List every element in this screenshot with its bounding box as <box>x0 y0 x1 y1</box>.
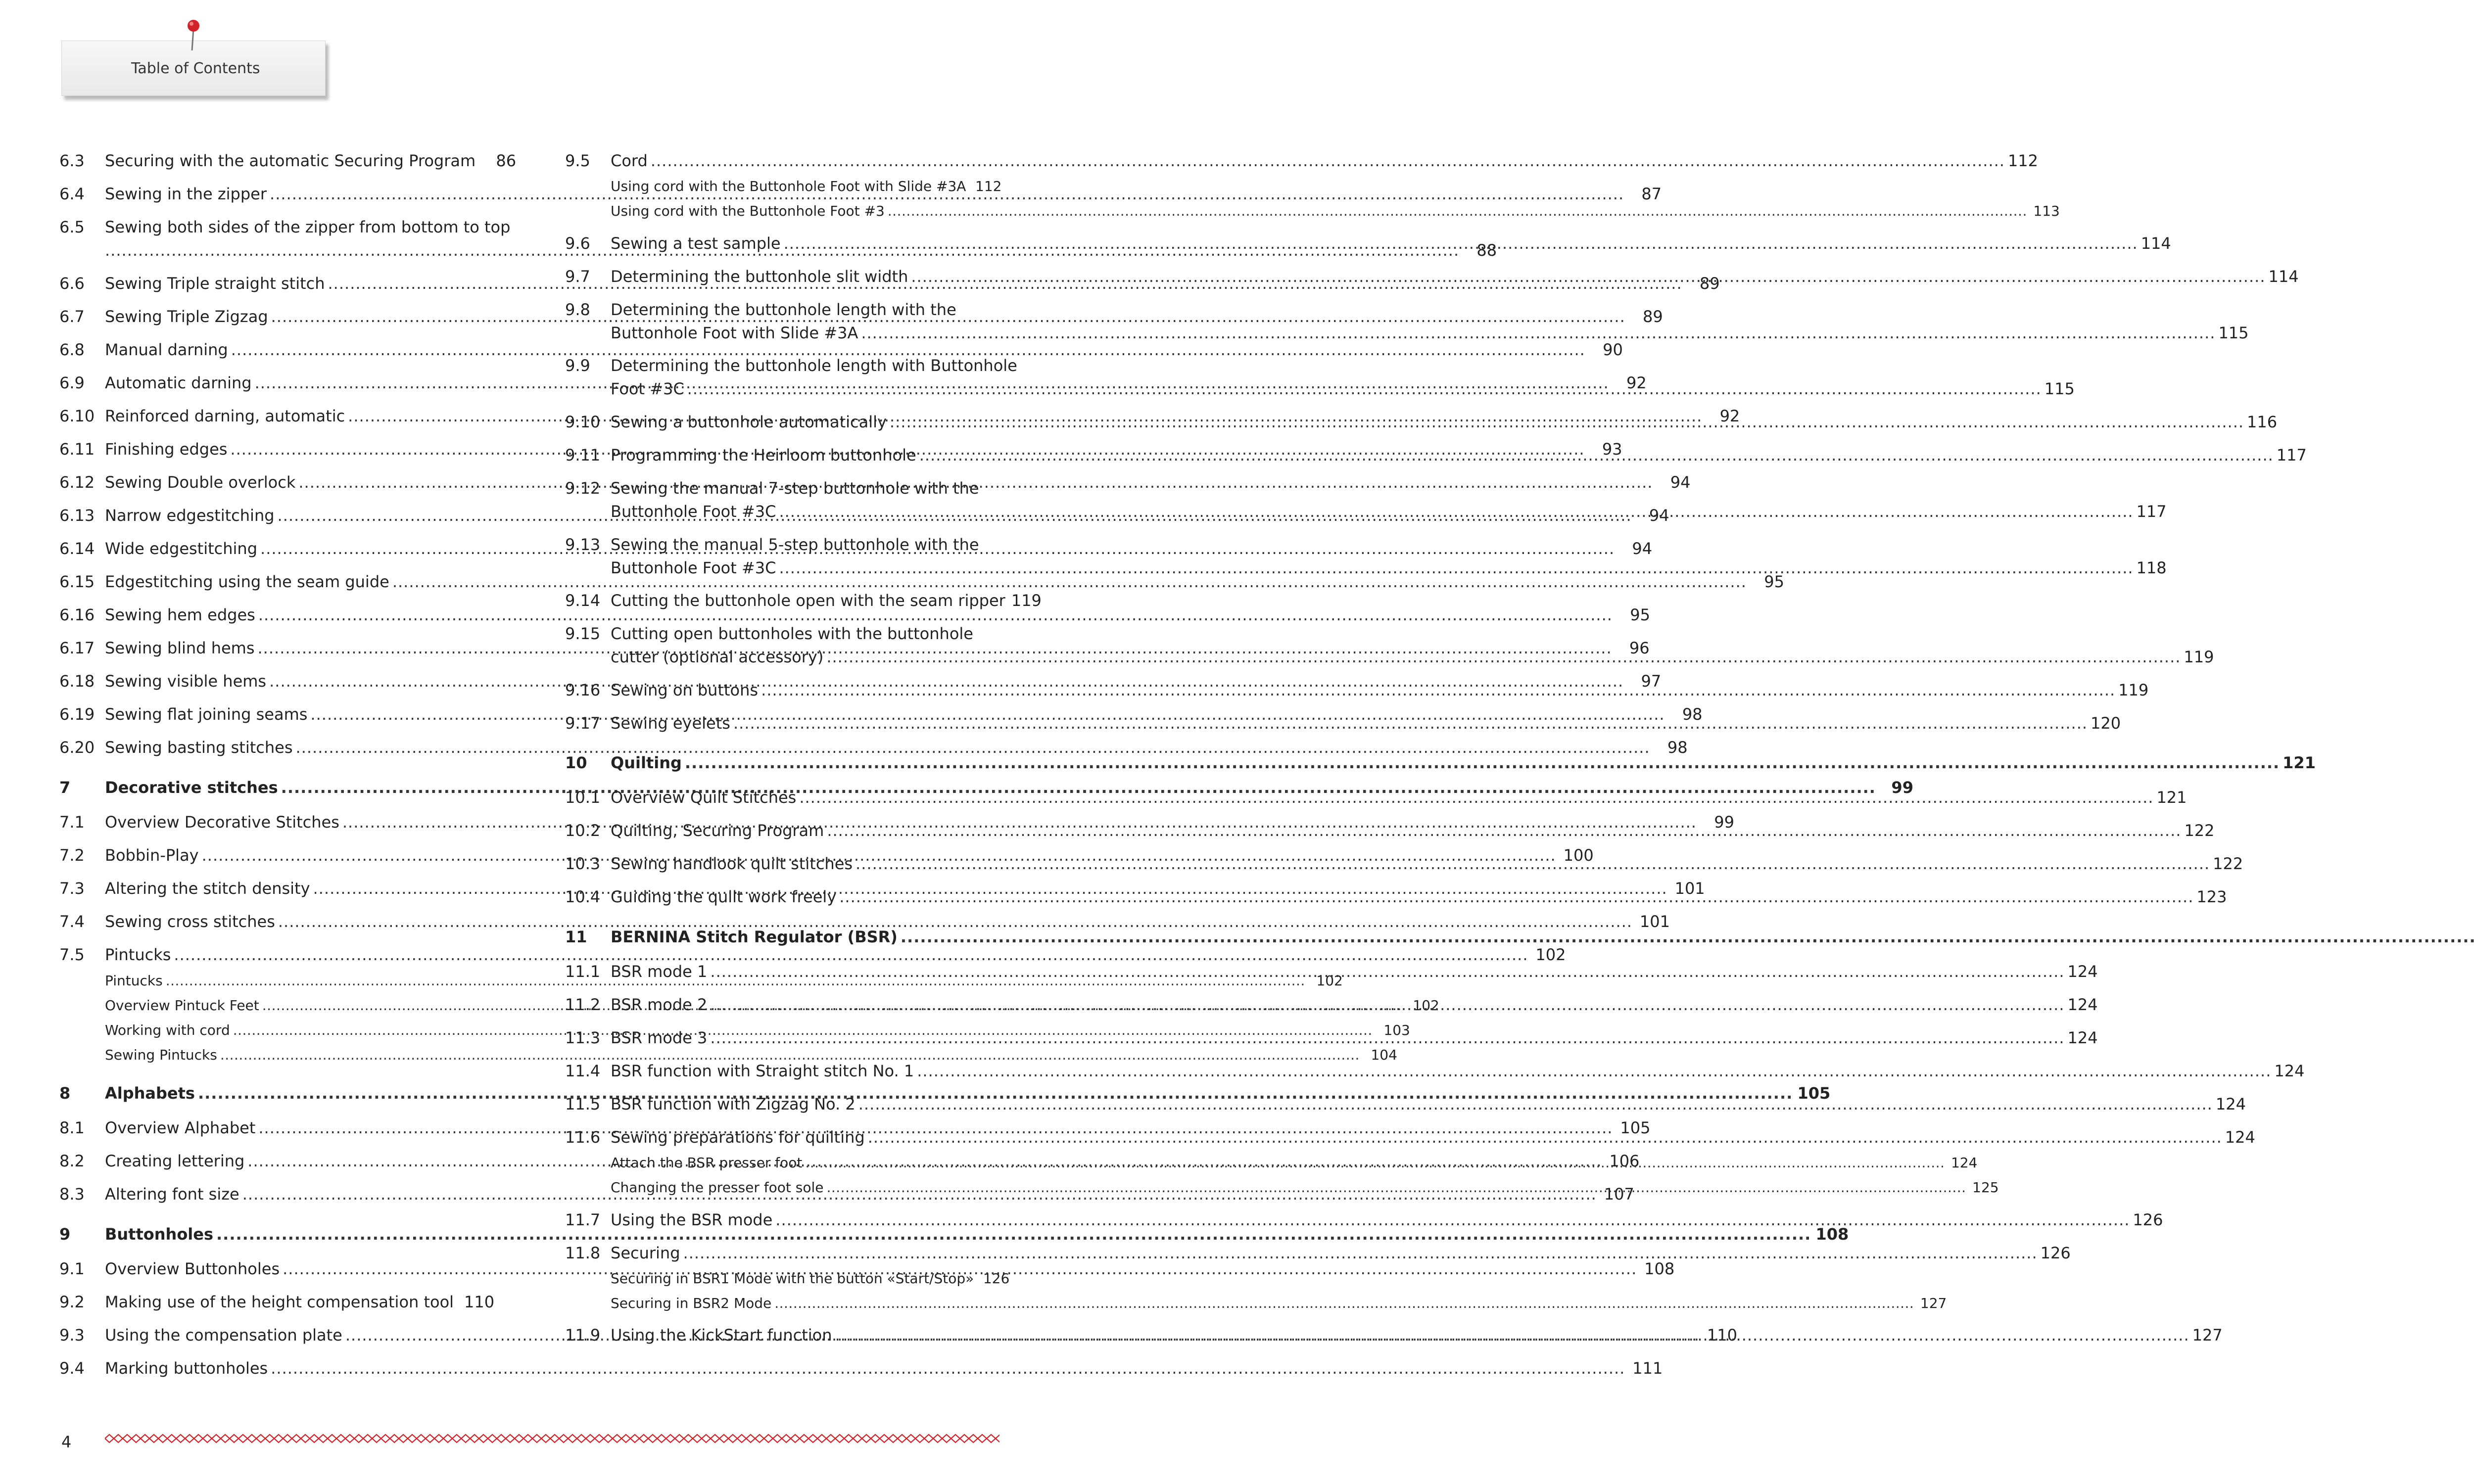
page-number: 4 <box>61 1433 72 1451</box>
decorative-stitch-line <box>105 1433 999 1444</box>
pin-icon <box>185 17 202 51</box>
tab-title: Table of Contents <box>131 60 260 77</box>
